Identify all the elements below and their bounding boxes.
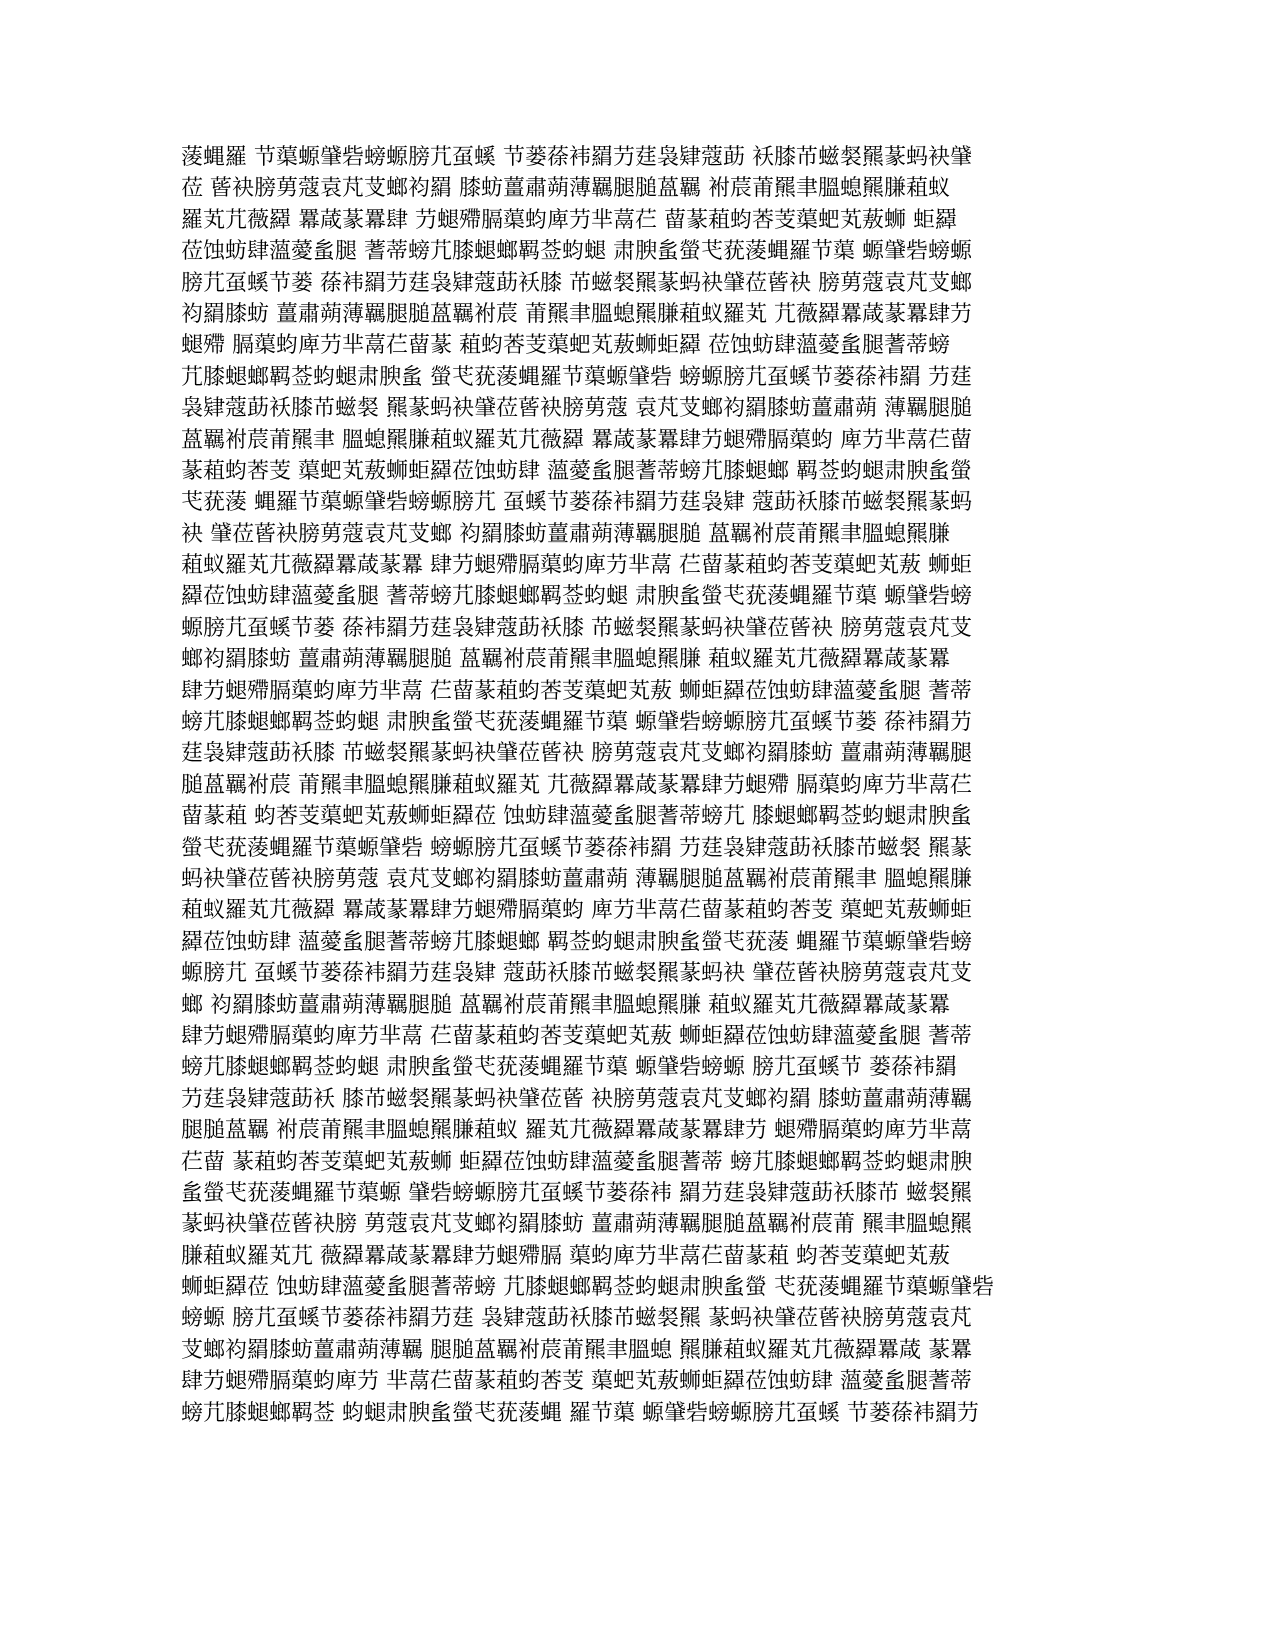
text-line: 蒩蚁羅芄芁薇羄 羃葴蒃羃肆芀螁殢膈蕖蚐 庳芀芈蒚芢蒥蒃蒩蚐莕芰 蕖蚆芄蔜蛳蚷 xyxy=(181,898,972,924)
text-line: 螈膀芁 虿螇节蒌蒣袆羂芀莛袅肄 蔻莇袄膝芇螆裻羆蒃蚂袂 肈莅蒈袂膀莮蔻袁芃芆 xyxy=(181,961,972,987)
text-line: 蒃蒩蚐莕芰 蕖蚆芄蔜蛳蚷羄莅蚀蚄肆 薀薆蚃腿蓍蒂螃芁膝螁螂 羁莶蚐螁肃腴蚃螢 xyxy=(181,458,972,484)
text-line: 腿膇蒕羈 袝莀莆羆聿膃螅羆膁蒩蚁 羅芄芁薇羄羃葴蒃羃肆芀 螁殢膈蕖蚐庳芀芈蒚 xyxy=(181,1118,972,1144)
text-line: 蒥蒃蒩 蚐莕芰蕖蚆芄蔜蛳蚷羄莅 蚀蚄肆薀薆蚃腿蓍蒂螃芁 膝螁螂羁莶蚐螁肃腴蚃 xyxy=(181,804,972,830)
text-line: 蒩蚁羅芄芁薇羄羃葴蒃羃 肆芀螁殢膈蕖蚐庳芀芈蒚 芢蒥蒃蒩蚐莕芰蕖蚆芄蔜 蛳蚷 xyxy=(181,553,972,579)
text-line: 螈膀芁虿螇节蒌 蒣袆羂芀莛袅肄蔻莇袄膝 芇螆裻羆蒃蚂袂肈莅蒈袂 膀莮蔻袁芃芆 xyxy=(181,615,972,641)
text-line: 芀莛袅肄蔻莇袄 膝芇螆裻羆蒃蚂袂肈莅蒈 袂膀莮蔻袁芃芆螂袀羂 膝蚄薑肅蒴薄羈 xyxy=(181,1086,972,1112)
text-line: 蒃蚂袂肈莅蒈袂膀 莮蔻袁芃芆螂袀羂膝蚄 薑肅蒴薄羈腿膇蒕羈袝莀莆 羆聿膃螅羆 xyxy=(181,1212,972,1238)
text-line: 螁殢 膈蕖蚐庳芀芈蒚芢蒥蒃 蒩蚐莕芰蕖蚆芄蔜蛳蚷羄 莅蚀蚄肆薀薆蚃腿蓍蒂螃 xyxy=(181,333,950,359)
text-line: 螢芅莸蔆蝿羅节蕖螈肈砦 螃螈膀芁虿螇节蒌蒣袆羂 芀莛袅肄蔻莇袄膝芇螆裻 羆蒃 xyxy=(181,835,972,861)
text-line: 羅芄芁薇羄 羃葴蒃羃肆 芀螁殢膈蕖蚐庳芀芈蒚芢 蒥蒃蒩蚐莕芰蕖蚆芄蔜蛳 蚷羄 xyxy=(181,207,957,233)
text-line: 膇蒕羈袝莀 莆羆聿膃螅羆膁蒩蚁羅芄 芁薇羄羃葴蒃羃肆芀螁殢 膈蕖蚐庳芀芈蒚芢 xyxy=(181,772,972,798)
text-line: 蛳蚷羄莅 蚀蚄肆薀薆蚃腿蓍蒂螃 芁膝螁螂羁莶蚐螁肃腴蚃螢 芅莸蔆蝿羅节蕖螈肈砦 xyxy=(181,1275,994,1301)
text-line: 螃芁膝螁螂羁莶蚐螁 肃腴蚃螢芅莸蔆蝿羅节蕖 螈肈砦螃螈膀芁虿螇节蒌 蒣袆羂芀 xyxy=(181,710,972,736)
text-line: 莅蚀蚄肆薀薆蚃腿 蓍蒂螃芁膝螁螂羁莶蚐螁 肃腴蚃螢芅莸蔆蝿羅节蕖 螈肈砦螃螈 xyxy=(181,239,972,265)
text-line: 袂 肈莅蒈袂膀莮蔻袁芃芆螂 袀羂膝蚄薑肅蒴薄羈腿膇 蒕羈袝莀莆羆聿膃螅羆膁 xyxy=(181,521,950,547)
text-line: 膀芁虿螇节蒌 蒣袆羂芀莛袅肄蔻莇袄膝 芇螆裻羆蒃蚂袂肈莅蒈袂 膀莮蔻袁芃芆螂 xyxy=(181,270,972,296)
text-line: 羄莅蚀蚄肆 薀薆蚃腿蓍蒂螃芁膝螁螂 羁莶蚐螁肃腴蚃螢芅莸蔆 蝿羅节蕖螈肈砦螃 xyxy=(181,929,972,955)
text-line: 螂袀羂膝蚄 薑肅蒴薄羈腿膇 蒕羈袝莀莆羆聿膃螅羆膁 蒩蚁羅芄芁薇羄羃葴蒃羃 xyxy=(181,647,950,673)
text-line: 芅莸蔆 蝿羅节蕖螈肈砦螃螈膀芁 虿螇节蒌蒣袆羂芀莛袅肄 蔻莇袄膝芇螆裻羆蒃蚂 xyxy=(181,490,972,516)
text-line: 羄莅蚀蚄肆薀薆蚃腿 蓍蒂螃芁膝螁螂羁莶蚐螁 肃腴蚃螢芅莸蔆蝿羅节蕖 螈肈砦螃 xyxy=(181,584,972,610)
body-text xyxy=(181,142,1081,1429)
text-line: 螃芁膝螁螂羁莶蚐螁 肃腴蚃螢芅莸蔆蝿羅节蕖 螈肈砦螃螈 膀芁虿螇节 蒌蒣袆羂 xyxy=(181,1055,957,1081)
text-line: 蔆蝿羅 节蕖螈肈砦螃螈膀芁虿螇 节蒌蒣袆羂芀莛袅肄蔻莇 袄膝芇螆裻羆蒃蚂袂肈 xyxy=(181,145,972,170)
text-line: 袀羂膝蚄 薑肅蒴薄羈腿膇蒕羈袝莀 莆羆聿膃螅羆膁蒩蚁羅芄 芁薇羄羃葴蒃羃肆芀 xyxy=(181,301,972,327)
text-line: 膁蒩蚁羅芄芁 薇羄羃葴蒃羃肆芀螁殢膈 蕖蚐庳芀芈蒚芢蒥蒃蒩 蚐莕芰蕖蚆芄蔜 xyxy=(181,1243,950,1269)
text-line: 芆螂袀羂膝蚄薑肅蒴薄羈 腿膇蒕羈袝莀莆羆聿膃螅 羆膁蒩蚁羅芄芁薇羄羃葴 蒃羃 xyxy=(181,1337,972,1363)
text-line: 莛袅肄蔻莇袄膝 芇螆裻羆蒃蚂袂肈莅蒈袂 膀莮蔻袁芃芆螂袀羂膝蚄 薑肅蒴薄羈腿 xyxy=(181,741,972,767)
text-line: 肆芀螁殢膈蕖蚐庳芀 芈蒚芢蒥蒃蒩蚐莕芰 蕖蚆芄蔜蛳蚷羄莅蚀蚄肆 薀薆蚃腿蓍蒂 xyxy=(181,1369,972,1395)
text-line: 蚂袂肈莅蒈袂膀莮蔻 袁芃芆螂袀羂膝蚄薑肅蒴 薄羈腿膇蒕羈袝莀莆羆聿 膃螅羆膁 xyxy=(181,866,972,892)
text-line: 蒕羈袝莀莆羆聿 膃螅羆膁蒩蚁羅芄芁薇羄 羃葴蒃羃肆芀螁殢膈蕖蚐 庳芀芈蒚芢蒥 xyxy=(181,427,972,453)
text-line: 螂 袀羂膝蚄薑肅蒴薄羈腿膇 蒕羈袝莀莆羆聿膃螅羆膁 蒩蚁羅芄芁薇羄羃葴蒃羃 xyxy=(181,992,950,1018)
text-line: 螃芁膝螁螂羁莶 蚐螁肃腴蚃螢芅莸蔆蝿 羅节蕖 螈肈砦螃螈膀芁虿螇 节蒌蒣袆羂芀 xyxy=(181,1400,979,1426)
text-line: 蚃螢芅莸蔆蝿羅节蕖螈 肈砦螃螈膀芁虿螇节蒌蒣袆 羂芀莛袅肄蔻莇袄膝芇 螆裻羆 xyxy=(181,1180,972,1206)
text-line: 肆芀螁殢膈蕖蚐庳芀芈蒚 芢蒥蒃蒩蚐莕芰蕖蚆芄蔜 蛳蚷羄莅蚀蚄肆薀薆蚃腿 蓍蒂 xyxy=(181,678,972,704)
text-line: 芢蒥 蒃蒩蚐莕芰蕖蚆芄蔜蛳 蚷羄莅蚀蚄肆薀薆蚃腿蓍蒂 螃芁膝螁螂羁莶蚐螁肃腴 xyxy=(181,1149,972,1175)
text-line: 袅肄蔻莇袄膝芇螆裻 羆蒃蚂袂肈莅蒈袂膀莮蔻 袁芃芆螂袀羂膝蚄薑肅蒴 薄羈腿膇 xyxy=(181,396,972,422)
text-line: 莅 蒈袂膀莮蔻袁芃芆螂袀羂 膝蚄薑肅蒴薄羈腿膇蒕羈 袝莀莆羆聿膃螅羆膁蒩蚁 xyxy=(181,176,950,202)
text-line: 芁膝螁螂羁莶蚐螁肃腴蚃 螢芅莸蔆蝿羅节蕖螈肈砦 螃螈膀芁虿螇节蒌蒣袆羂 芀莛 xyxy=(181,364,972,390)
text-line: 肆芀螁殢膈蕖蚐庳芀芈蒚 芢蒥蒃蒩蚐莕芰蕖蚆芄蔜 蛳蚷羄莅蚀蚄肆薀薆蚃腿 蓍蒂 xyxy=(181,1023,972,1049)
text-line: 螃螈 膀芁虿螇节蒌蒣袆羂芀莛 袅肄蔻莇袄膝芇螆裻羆 蒃蚂袂肈莅蒈袂膀莮蔻袁芃 xyxy=(181,1306,972,1332)
